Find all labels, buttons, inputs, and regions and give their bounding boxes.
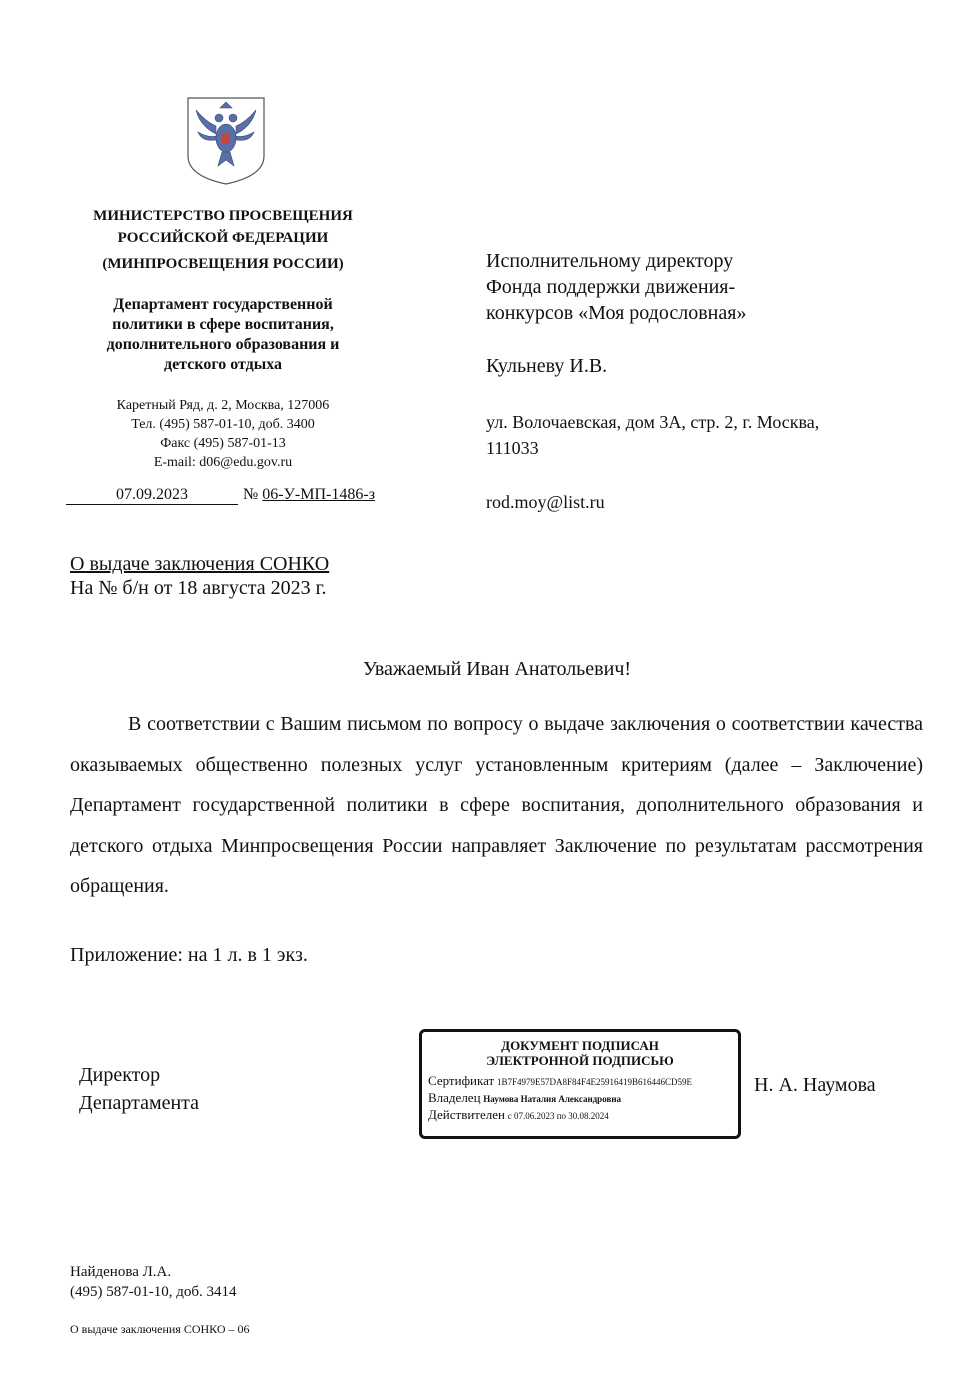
position-line: Директор	[79, 1064, 161, 1086]
stamp-valid-row	[422, 1107, 738, 1124]
valid-label: Действителен	[428, 1107, 505, 1122]
contact-block	[60, 396, 386, 472]
recipient-name: Кульневу И.В.	[486, 355, 608, 377]
department-name	[60, 295, 386, 375]
stamp-owner-row	[422, 1090, 738, 1107]
cert-label: Сертификат	[428, 1073, 495, 1088]
registration-date: 07.09.2023	[66, 486, 238, 505]
recipient-org: Фонда поддержки движения-	[486, 276, 736, 298]
stamp-header	[422, 1038, 738, 1068]
stamp-header-line: ЭЛЕКТРОННОЙ ПОДПИСЬЮ	[486, 1053, 674, 1068]
dept-line: Департамент государственной	[113, 296, 333, 313]
dept-line: политики в сфере воспитания,	[112, 316, 334, 333]
fax: Факс (495) 587-01-13	[160, 436, 286, 451]
address: Каретный Ряд, д. 2, Москва, 127006	[116, 398, 330, 413]
subject-title: О выдаче заключения СОНКО	[70, 553, 330, 575]
ministry-name	[60, 205, 386, 275]
number-sign: №	[243, 486, 259, 503]
owner-value: Наумова Наталия Александровна	[483, 1094, 622, 1104]
signer-position	[79, 1061, 199, 1117]
address-line: ул. Волочаевская, дом 3А, стр. 2, г. Москва,	[486, 412, 820, 432]
number-value: 06-У-МП-1486-з	[262, 486, 376, 503]
ministry-line: (МИНПРОСВЕЩЕНИЯ РОССИИ)	[102, 256, 344, 272]
valid-value: с 07.06.2023 по 30.08.2024	[507, 1111, 609, 1121]
electronic-signature-stamp	[419, 1029, 741, 1139]
ministry-line: РОССИЙСКОЙ ФЕДЕРАЦИИ	[117, 230, 329, 246]
stamp-header-line: ДОКУМЕНТ ПОДПИСАН	[501, 1038, 659, 1053]
body-text: В соответствии с Вашим письмом по вопросу о выдаче заключения о соответствии качества оказываемых общественно полезных услуг установленным критериям (далее – Заключение) Департамент государственной политики в сфере воспитания, дополнительного образования и детского отдыха Минпросвещения России направляет Заключение по результатам рассмотрения обращения.	[70, 713, 923, 897]
body-paragraph	[70, 704, 923, 907]
dept-line: детского отдыха	[163, 356, 283, 373]
dept-line: дополнительного образования и	[106, 336, 340, 353]
executor-phone: (495) 587-01-10, доб. 3414	[70, 1284, 237, 1300]
ministry-line: МИНИСТЕРСТВО ПРОСВЕЩЕНИЯ	[93, 208, 353, 224]
recipient-title: Исполнительному директору	[486, 250, 734, 272]
recipient-email: rod.moy@list.ru	[486, 492, 605, 512]
recipient-org: конкурсов «Моя родословная»	[486, 302, 747, 324]
email: E-mail: d06@edu.gov.ru	[153, 455, 293, 470]
coat-of-arms-emblem	[186, 96, 266, 186]
recipient-address	[486, 409, 906, 461]
address-line: 111033	[486, 438, 539, 458]
recipient-block	[486, 248, 906, 326]
subject-reference: На № б/н от 18 августа 2023 г.	[70, 577, 327, 599]
registration-number	[243, 486, 375, 504]
owner-label: Владелец	[428, 1090, 481, 1105]
executor-block	[70, 1262, 237, 1302]
position-line: Департамента	[79, 1092, 200, 1114]
executor-name: Найденова Л.А.	[70, 1264, 172, 1280]
cert-value: 1B7F4979E57DA8F84F4E25916419B616446CD59E	[496, 1077, 692, 1087]
subject-block	[70, 552, 329, 600]
stamp-cert-row	[422, 1073, 738, 1090]
document-code: О выдаче заключения СОНКО – 06	[70, 1322, 250, 1336]
signer-name: Н. А. Наумова	[754, 1074, 876, 1096]
greeting: Уважаемый Иван Анатольевич!	[362, 658, 632, 680]
phone: Тел. (495) 587-01-10, доб. 3400	[131, 417, 315, 432]
attachment-note: Приложение: на 1 л. в 1 экз.	[70, 944, 308, 966]
